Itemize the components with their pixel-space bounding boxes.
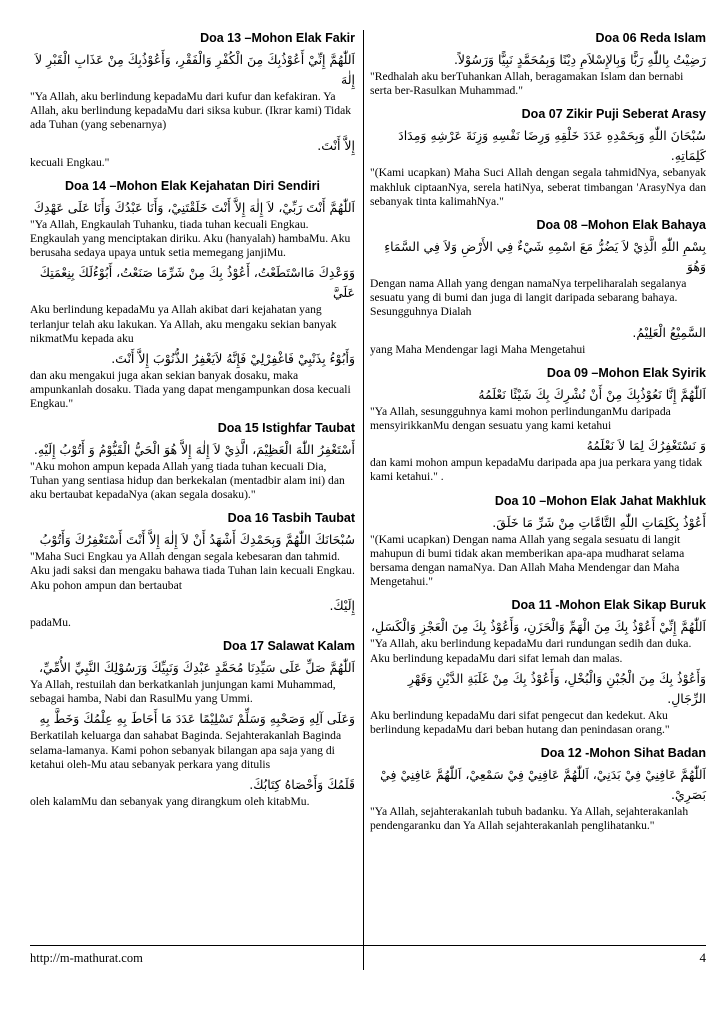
arabic-text: أَسْتَغْفِرُ اللّٰهَ الْعَظِيْمَ، الَّذِيْ لاَ إِلٰهَ إِلاَّ هُوَ الْحَيُّ الْقَيُّوْمُ وَ أَتُوْبُ إِلَيْهِ. [33, 441, 355, 457]
arabic-text: رَضِيْتُ بِاللّٰهِ رَبًّا وَبِالإِسْلاَمِ دِيْنًا وَبِمُحَمَّدٍ نَبِيًّا وَرَسُوْلاً. [453, 52, 706, 67]
arabic-text: اَللّٰهُمَّ عَافِنِيْ فِيْ بَدَنِيْ، اَللّٰهُمَّ عَافِنِيْ فِيْ سَمْعِيْ، اَللّٰهُمَّ عَافِنِيْ فِيْ بَصَرِيْ. [380, 767, 706, 803]
doa-title: Doa 08 –Mohon Elak Bahaya [536, 218, 706, 233]
doa-title: Doa 11 -Mohon Elak Sikap Buruk [511, 598, 706, 613]
arabic-text: بِسْمِ اللّٰهِ الَّذِيْ لاَ يَضُرُّ مَعَ اسْمِهِ شَيْءٌ فِي الأَرْضِ وَلاَ فِي السَّمَاءِ وَهُوَ [384, 239, 706, 275]
arabic-text: السَّمِيْعُ الْعَلِيْمُ. [632, 324, 706, 340]
page [30, 30, 706, 990]
doa-title: Doa 12 -Mohon Sihat Badan [540, 746, 706, 761]
arabic-text: أَعُوْذُ بِكَلِمَاتِ اللّٰهِ التَّامَّاتِ مِنْ شَرِّ مَا خَلَقَ. [492, 514, 706, 530]
translation-text: dan kami mohon ampun kepadaMu daripada apa jua perkara yang tidak kami ketahui." . [370, 456, 703, 484]
arabic-text: وَأَعُوْذُ بِكَ مِنَ الْجُبْنِ وَالْبُخْلِ، وَأَعُوْذُ بِكَ مِنْ غَلَبَةِ الدَّيْنِ وَقَهْرِ الرِّجَالِ. [407, 670, 706, 706]
doa-title: Doa 17 Salawat Kalam [222, 639, 355, 654]
doa-section [30, 638, 355, 809]
translation-text: dan aku mengakui juga akan sekian banyak dosaku, maka ampunkanlah dosaku. Tiada yang dapat mengampunkan dosa kecuali Engkau." [30, 369, 351, 411]
arabic-text: اَللّٰهُمَّ إِنِّيْ أَعُوْذُ بِكَ مِنَ الْهَمِّ وَالْحَزَنِ، وَأَعُوْذُ بِكَ مِنَ الْعَجْزِ وَالْكَسَلِ، [371, 619, 706, 635]
doa-title: Doa 16 Tasbih Taubat [227, 511, 355, 526]
doa-section [370, 365, 706, 485]
translation-text: "Ya Allah, sesungguhnya kami mohon perlindunganMu daripada mensyirikkanMu dengan sesuatu yang kami ketahui [370, 404, 671, 433]
footer-link[interactable]: http://m-mathurat.com [30, 951, 143, 965]
doa-section [30, 178, 355, 412]
translation-text: yang Maha Mendengar lagi Maha Mengetahui [370, 342, 586, 356]
translation-text: "Ya Allah, sejahterakanlah tubuh badanku. Ya Allah, sejahterakanlah pendengaranku dan Ya Allah sejahterakanlah penglihatanku." [370, 805, 689, 833]
translation-text: "Ya Allah, aku berlindung kepadaMu dari rundungan sedih dan duka. Aku berlindung kepadaMu dari sifat lemah dan malas. [370, 637, 692, 665]
arabic-text: إِلَيْكَ. [329, 597, 355, 613]
doa-title: Doa 10 –Mohon Elak Jahat Makhluk [494, 493, 706, 508]
doa-section [370, 493, 706, 590]
left-column [30, 30, 355, 817]
translation-text: Dengan nama Allah yang dengan namaNya terpeliharalah segalanya sesuatu yang di bumi dan juga di langit daripada sebarang bahaya. Sesungguhnya Dialah [370, 277, 687, 319]
doa-section [370, 217, 706, 357]
translation-text: "Ya Allah, aku berlindung kepadaMu dari kufur dan kefakiran. Ya Allah, aku berlindung kepadaMu dari siksa kubur. (Ikrar kami) Tidak ada Tuhan (yang sebenarnya) [30, 90, 352, 132]
column-divider [363, 30, 364, 970]
translation-text: oleh kalamMu dan sebanyak yang dirangkum oleh kitabMu. [30, 795, 310, 809]
doa-title: Doa 09 –Mohon Elak Syirik [546, 365, 706, 380]
arabic-text: اَللّٰهُمَّ إِنَّا نَعُوْذُبِكَ مِنْ أَنْ نُشْرِكَ بِكَ شَيْئًا نَعْلَمُهُ [478, 386, 706, 402]
translation-text: "Redhalah aku berTuhankan Allah, beragamakan Islam dan bernabi serta ber-Rasulkan Muhammad." [370, 70, 684, 98]
doa-title: Doa 07 Zikir Puji Seberat Arasy [521, 107, 706, 122]
doa-section [370, 597, 706, 737]
arabic-text: قَلَمُكَ وَأَحْصَاهُ كِتَابُكَ. [249, 777, 355, 793]
doa-section [30, 510, 355, 630]
arabic-text: وَعَلَى آلِهِ وَصَحْبِهِ وَسَلِّمْ تَسْلِيْمًا عَدَدَ مَا أَحَاطَ بِهِ عِلْمُكَ وَخَطَّ بِهِ [39, 711, 355, 727]
translation-text: "(Kami ucapkan) Dengan nama Allah yang segala sesuatu di langit mahupun di bumi tidak akan memberikan apa-apa mudharat selama bersama dengan namaNya. Dan Allah Maha Mendengar dan Maha Mengetahui." [370, 532, 685, 589]
arabic-text: اَللّٰهُمَّ إِنِّيْ أَعُوْذُبِكَ مِنَ الْكُفْرِ وَالْفَقْرِ، وَأَعُوْذُبِكَ مِنْ عَذَابِ الْقَبْرِ لاَ إِلٰهَ [35, 52, 355, 87]
footer-divider [30, 945, 706, 946]
arabic-text: وَ نَسْتَغْفِرُكَ لِمَا لاَ نَعْلَمُهُ [586, 438, 706, 454]
arabic-text: اَللّٰهُمَّ صَلِّ عَلَى سَيِّدِنَا مُحَمَّدٍ عَبْدِكَ وَنَبِيِّكَ وَرَسُوْلِكَ النَّبِيِّ الأُمِّيِّ، [38, 660, 355, 676]
doa-section [30, 420, 355, 503]
doa-title: Doa 15 Istighfar Taubat [217, 420, 355, 435]
doa-title: Doa 14 –Mohon Elak Kejahatan Diri Sendiri [65, 178, 320, 193]
translation-text: "(Kami ucapkan) Maha Suci Allah dengan segala tahmidNya, sebanyak makhluk ciptaanNya, serela hatiNya, seberat timbangan 'ArasyNya dan sebanyak tinta kalimahNya." [370, 166, 706, 208]
arabic-text: سُبْحَانَ اللّٰهِ وَبِحَمْدِهِ عَدَدَ خَلْقِهِ وَرِضَا نَفْسِهِ وَزِنَةَ عَرْشِهِ وَمِدَادَ كَلِمَاتِهِ. [398, 128, 706, 164]
translation-text: "Ya Allah, Engkaulah Tuhanku, tiada tuhan kecuali Engkau. Engkaulah yang menciptakan diriku. Aku (hanyalah) hambaMu. Aku berusaha sedaya upaya untuk setia memegang janjiMu. [30, 217, 351, 260]
right-column [370, 30, 706, 842]
doa-section [370, 30, 706, 98]
doa-section [30, 30, 355, 170]
doa-section [370, 106, 706, 209]
arabic-text: اَللّٰهُمَّ أَنْتَ رَبِّيْ، لاَ إِلٰهَ إِلاَّ أَنْتَ خَلَقْتَنِيْ، وَأَنَا عَبْدُكَ وَأَنَا عَلَى عَهْدِكَ [33, 199, 355, 215]
page-number: 4 [699, 950, 706, 965]
doa-section [370, 745, 706, 833]
arabic-text: إِلاَّ أَنْتَ. [317, 137, 355, 153]
doa-title: Doa 13 –Mohon Elak Fakir [200, 31, 355, 45]
arabic-text: سُبْحَانَكَ اللّٰهُمَّ وَبِحَمْدِكَ أَشْهَدُ أَنْ لاَ إِلٰهَ إِلاَّ أَنْتَ أَسْتَغْفِرُكَ وَأَتُوْبُ [39, 532, 355, 548]
translation-text: "Aku mohon ampun kepada Allah yang tiada tuhan kecuali Dia, Tuhan yang sentiasa hidup dan berkekalan (mentadbir alam ini) dan aku bertaubat kepadaNya (akan segala dosaku)." [30, 459, 345, 502]
translation-text: Aku berlindung kepadaMu dari sifat pengecut dan kedekut. Aku berlindung kepadaMu dari beban hutang dan penindasan orang." [370, 708, 670, 737]
arabic-text: وَوَعْدِكَ مَااسْتَطَعْتُ، أَعُوْذُ بِكَ مِنْ شَرِّمَا صَنَعْتُ، أَبُوْءُلَكَ بِنِعْمَتِكَ عَلَيَّ [39, 265, 355, 301]
translation-text: Berkatilah keluarga dan sahabat Baginda. Sejahterakanlah Baginda selama-lamanya. Kami pohon sebanyak bilangan apa saja yang di ketahui oleh-Mu atau sebanyak perkara yang ditulis [30, 729, 342, 771]
translation-text: kecuali Engkau." [30, 155, 110, 169]
arabic-text: وَأَبُوْءُ بِذَنْبِيْ فَاغْفِرْلِيْ فَإِنَّهُ لاَيَغْفِرُ الذُّنُوْبَ إِلاَّ أَنْتَ. [111, 351, 355, 367]
translation-text: Aku berlindung kepadaMu ya Allah akibat dari kejahatan yang terlanjur telah aku lakukan. Ya Allah, aku mengaku sekian banyak nikmatMu kepada aku [30, 303, 337, 345]
doa-title: Doa 06 Reda Islam [595, 31, 706, 45]
translation-text: padaMu. [30, 615, 71, 629]
translation-text: "Maha Suci Engkau ya Allah dengan segala kebesaran dan tahmid. Aku jadi saksi dan mengaku bahawa tiada Tuhan lain kecuali Engkau. Aku pohon ampun dan bertaubat [30, 550, 355, 592]
translation-text: Ya Allah, restuilah dan berkatkanlah junjungan kami Muhammad, sebagai hamba, Nabi dan RasulMu yang Ummi. [30, 678, 336, 706]
